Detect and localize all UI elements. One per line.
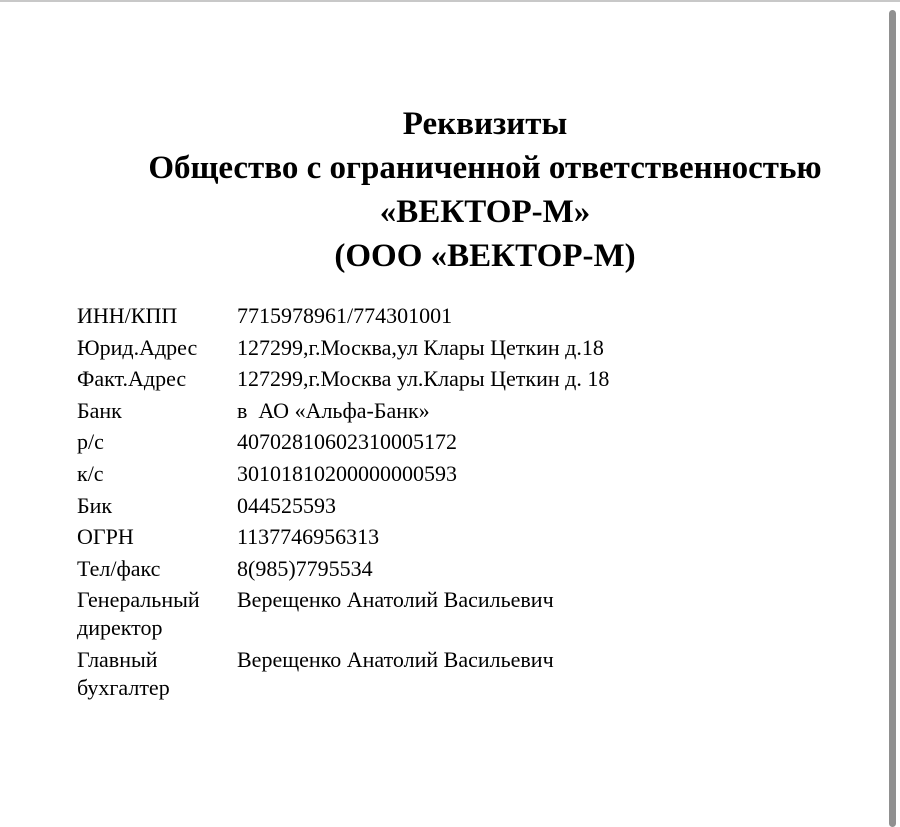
- requisite-label: Юрид.Адрес: [77, 334, 198, 360]
- requisite-value: Верещенко Анатолий Васильевич: [237, 587, 554, 613]
- heading-company-type: Общество с ограниченной ответственностью: [148, 150, 822, 186]
- requisite-value: 044525593: [237, 492, 336, 518]
- heading-title: Реквизиты: [402, 106, 568, 142]
- requisite-row: [77, 555, 609, 583]
- requisite-value: 8(985)7795534: [237, 555, 373, 581]
- requisite-value: 127299,г.Москва ул.Клары Цеткин д. 18: [237, 366, 610, 392]
- requisite-label: Бик: [77, 492, 113, 518]
- requisite-label: Факт.Адрес: [77, 366, 187, 392]
- heading-company-name: «ВЕКТОР-М»: [379, 194, 591, 230]
- requisite-label: Главный бухгалтер: [77, 646, 170, 700]
- requisite-label: Банк: [77, 397, 122, 423]
- document-header: [60, 102, 900, 278]
- requisite-row: [77, 492, 609, 520]
- heading-company-short-name: (ООО «ВЕКТОР-М): [334, 238, 636, 274]
- requisite-row: [77, 334, 609, 362]
- requisite-row: [77, 523, 609, 551]
- requisite-value: Верещенко Анатолий Васильевич: [237, 646, 554, 672]
- requisite-label: ИНН/КПП: [77, 303, 178, 328]
- requisite-row: [77, 586, 609, 642]
- requisite-label: Тел/факс: [77, 555, 161, 581]
- requisite-row: [77, 428, 609, 456]
- requisite-row: [77, 646, 609, 702]
- vertical-scrollbar[interactable]: [886, 2, 900, 827]
- requisite-value: 30101810200000000593: [237, 460, 457, 486]
- requisite-value: 7715978961/774301001: [237, 303, 453, 328]
- document-page: [0, 2, 884, 827]
- requisite-value: 1137746956313: [237, 524, 380, 550]
- requisite-row: [77, 397, 609, 425]
- requisite-label: р/с: [77, 429, 104, 455]
- requisite-value: 127299,г.Москва,ул Клары Цеткин д.18: [237, 334, 604, 360]
- requisites-table: [77, 302, 609, 706]
- scrollbar-thumb[interactable]: [889, 10, 896, 827]
- requisite-row: [77, 460, 609, 488]
- requisite-label: к/с: [77, 460, 104, 486]
- requisite-value: в АО «Альфа-Банк»: [237, 397, 430, 423]
- requisite-value: 40702810602310005172: [237, 429, 457, 455]
- requisite-row: [77, 365, 609, 393]
- requisite-row: [77, 302, 609, 330]
- requisite-label: Генеральный директор: [77, 587, 200, 641]
- requisite-label: ОГРН: [77, 524, 134, 550]
